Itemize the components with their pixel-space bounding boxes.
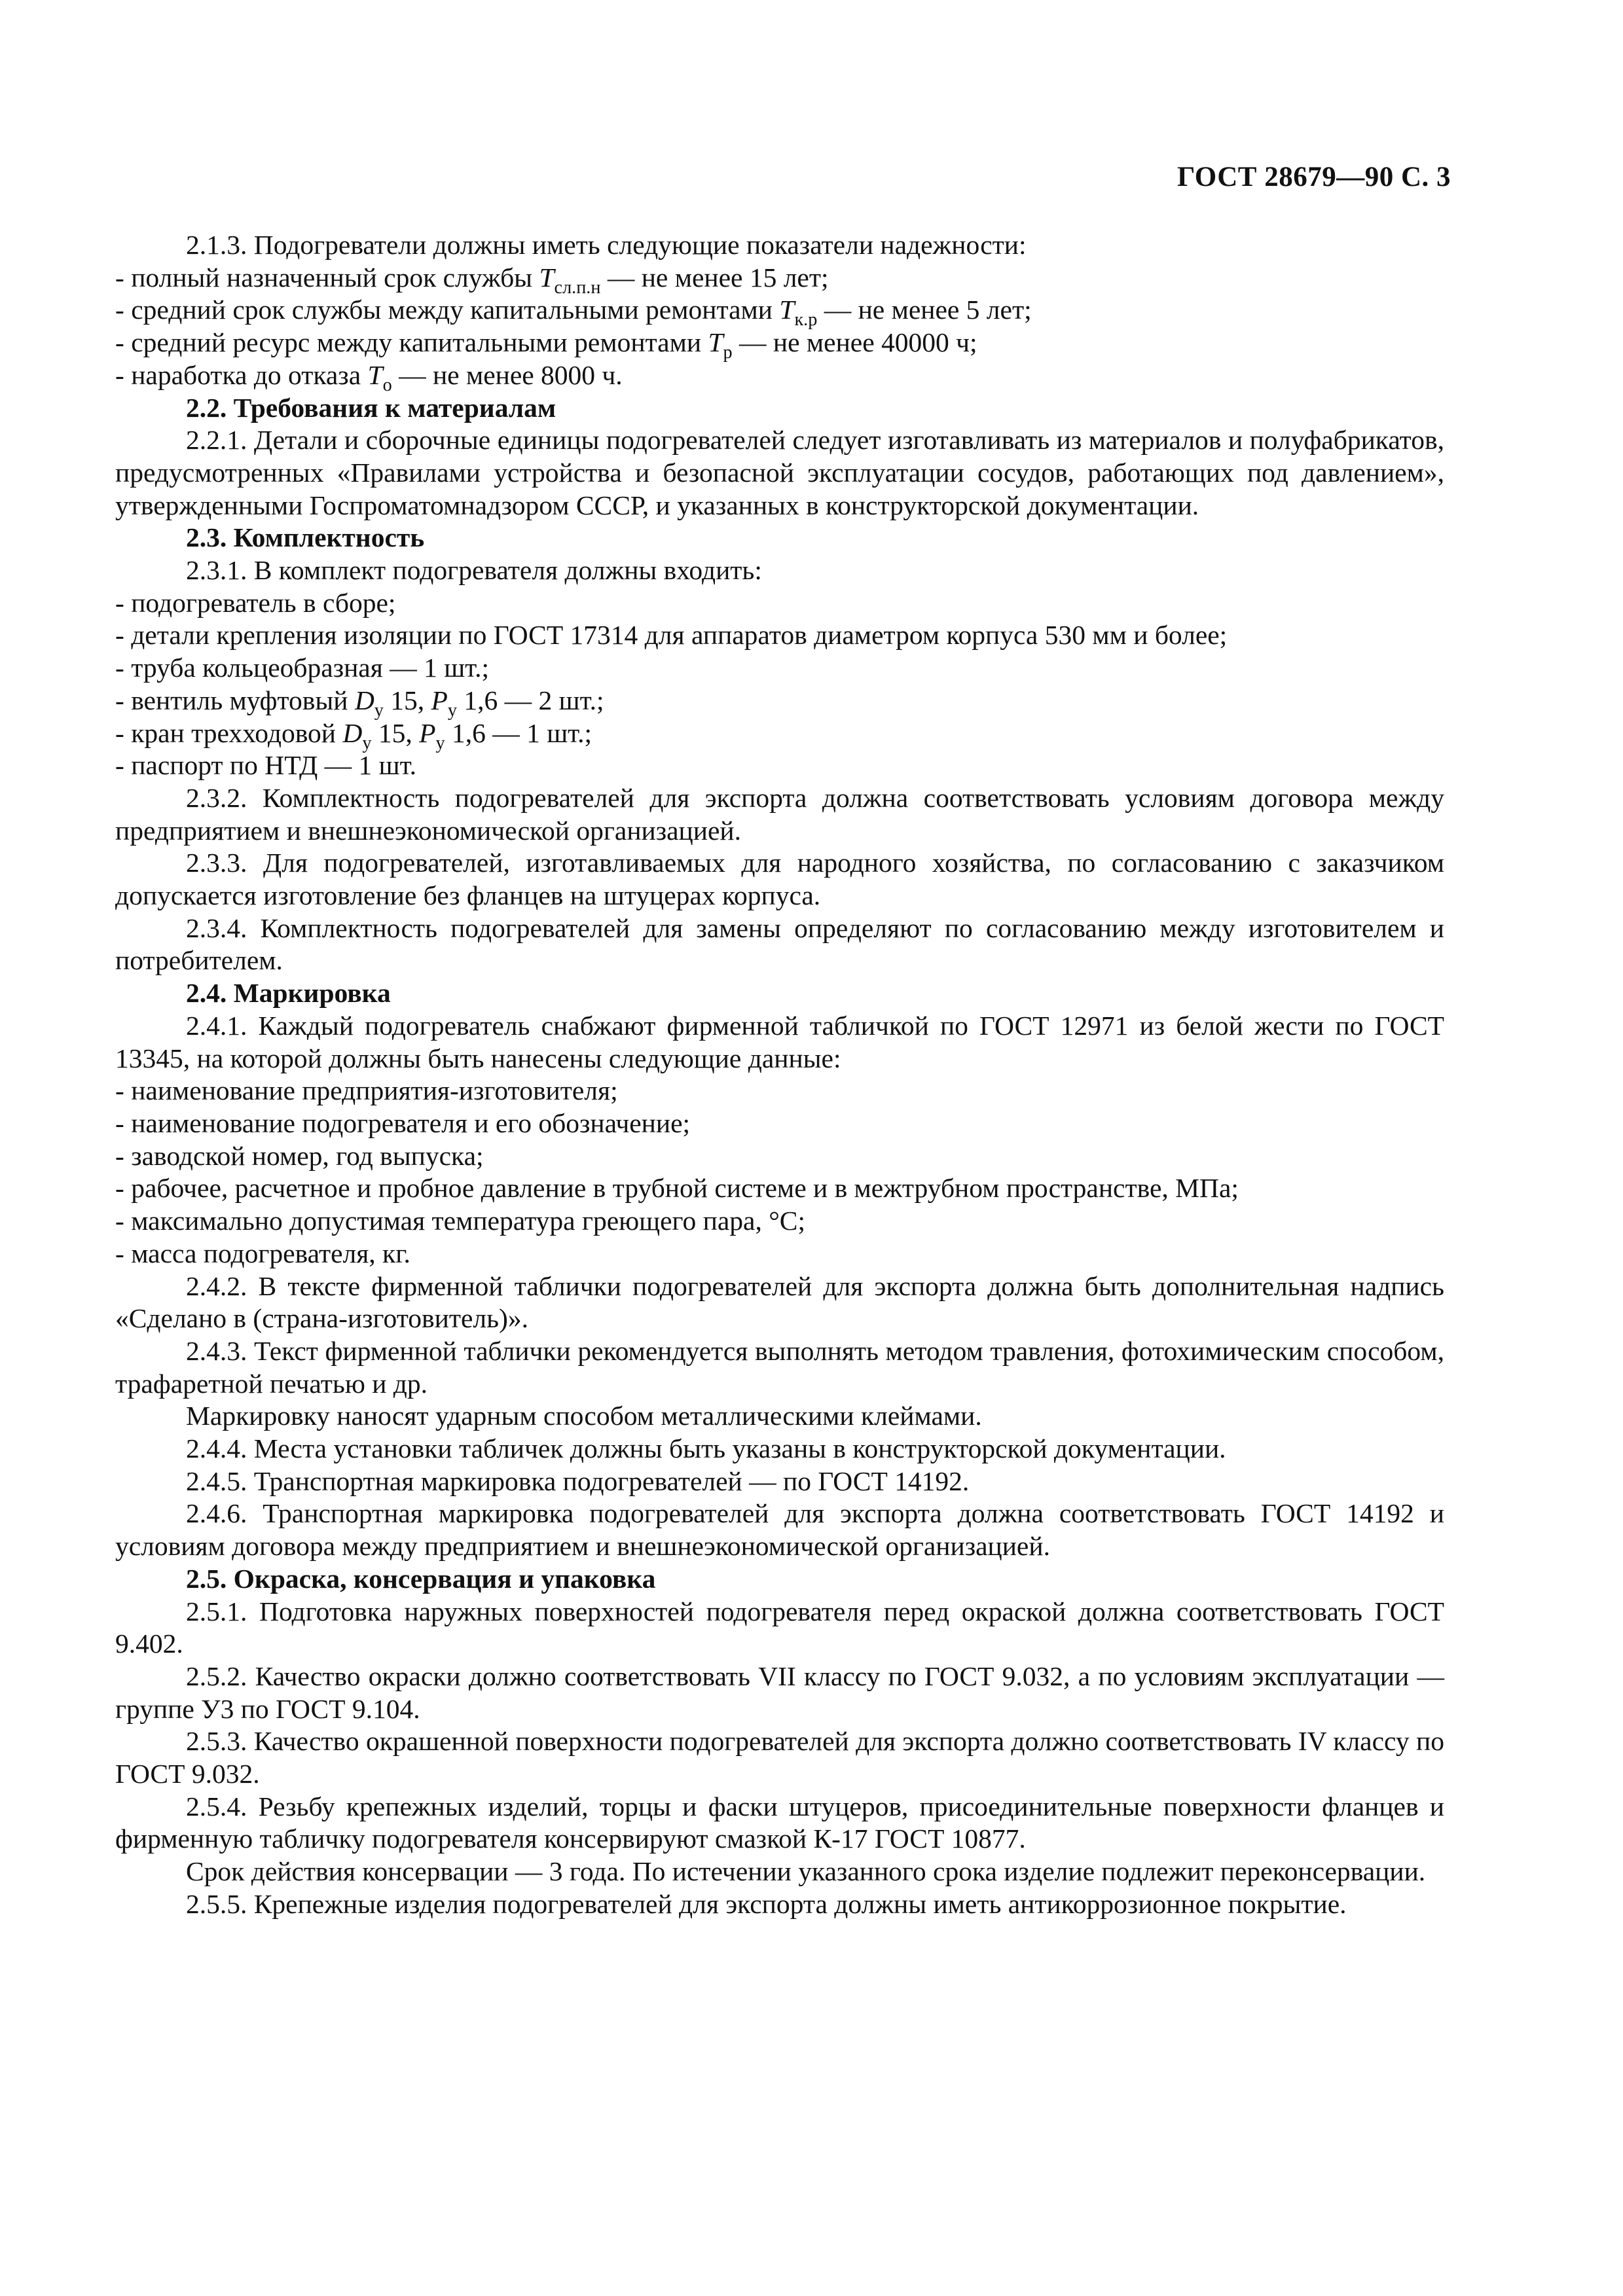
- symbol-subscript: у: [374, 700, 384, 721]
- page-header: ГОСТ 28679—90 С. 3: [1176, 162, 1451, 192]
- symbol-subscript: у: [435, 732, 445, 753]
- reliability-item-1: [115, 262, 1444, 298]
- clause-2-5-4: 2.5.4. Резьбу крепежных изделий, торцы и фаски штуцеров, присоединительные поверхности фланцев и фирменную табличку подогревателя консервируют смазкой К-17 ГОСТ 10877.: [115, 1791, 1444, 1854]
- reliability-item-1-text: - полный назначенный срок службы: [115, 262, 539, 293]
- clause-2-4-3: 2.4.3. Текст фирменной таблички рекомендуется выполнять методом травления, фотохимическим способом, трафаретной печатью и др.: [115, 1335, 1444, 1399]
- symbol-subscript: р: [723, 342, 733, 363]
- symbol-subscript: у: [447, 700, 457, 721]
- section-heading-2-3: 2.3. Комплектность: [186, 522, 425, 553]
- kit-item-valve: [115, 685, 1444, 721]
- symbol-t: T: [708, 327, 723, 358]
- clause-2-5-5: 2.5.5. Крепежные изделия подогревателей для экспорта должны иметь антикоррозионное покрытие.: [186, 1888, 1347, 1919]
- clause-2-2-1: 2.2.1. Детали и сборочные единицы подогревателей следует изготавливать из материалов и полуфабрикатов, предусмотренных «Правилами устройства и безопасной эксплуатации сосудов, работающих под давлением», утвержденными Госпроматомнадзором СССР, и указанных в конструкторской документации.: [115, 425, 1444, 520]
- clause-2-3-1: 2.3.1. В комплект подогревателя должны входить:: [186, 555, 762, 586]
- reliability-item-1-value: — не менее 15 лет;: [600, 262, 829, 293]
- marking-item: - наименование предприятия-изготовителя;: [115, 1075, 618, 1106]
- symbol-d: D: [354, 685, 374, 715]
- kit-item-tap-end: 1,6 — 1 шт.;: [445, 717, 593, 748]
- clause-2-4-3-note: Маркировку наносят ударным способом металлическими клеймами.: [186, 1401, 982, 1431]
- symbol-p: P: [419, 717, 436, 748]
- document-body: [115, 229, 1444, 1921]
- clause-2-5-1: 2.5.1. Подготовка наружных поверхностей подогревателя перед окраской должна соответствовать ГОСТ 9.402.: [115, 1596, 1444, 1659]
- kit-item-tap: [115, 717, 1444, 753]
- reliability-item-4-value: — не менее 8000 ч.: [392, 359, 623, 390]
- kit-item: - детали крепления изоляции по ГОСТ 17314 для аппаратов диаметром корпуса 530 мм и более;: [115, 620, 1228, 651]
- kit-item: - паспорт по НТД — 1 шт.: [115, 750, 416, 781]
- clause-2-5-3: 2.5.3. Качество окрашенной поверхности подогревателей для экспорта должно соответствовать IV классу по ГОСТ 9.032.: [115, 1726, 1444, 1789]
- section-heading-2-2: 2.2. Требования к материалам: [186, 392, 556, 423]
- clause-2-5-2: 2.5.2. Качество окраски должно соответствовать VII классу по ГОСТ 9.032, а по условиям эксплуатации — группе У3 по ГОСТ 9.104.: [115, 1660, 1444, 1724]
- kit-item-valve-end: 1,6 — 2 шт.;: [457, 685, 604, 715]
- clause-2-4-5: 2.4.5. Транспортная маркировка подогревателей — по ГОСТ 14192.: [186, 1465, 970, 1496]
- clause-2-3-4: 2.3.4. Комплектность подогревателей для замены определяют по согласованию между изготовителем и потребителем.: [115, 912, 1444, 976]
- symbol-subscript: у: [362, 732, 372, 753]
- clause-2-1-3: 2.1.3. Подогреватели должны иметь следующие показатели надежности:: [186, 230, 1027, 260]
- reliability-item-2-value: — не менее 5 лет;: [817, 295, 1032, 325]
- kit-item-tap-mid: 15,: [371, 717, 420, 748]
- reliability-item-3-text: - средний ресурс между капитальными ремонтами: [115, 327, 708, 358]
- reliability-item-2-text: - средний срок службы между капитальными ремонтами: [115, 295, 780, 325]
- clause-2-4-1: 2.4.1. Каждый подогреватель снабжают фирменной табличкой по ГОСТ 12971 из белой жести по ГОСТ 13345, на которой должны быть нанесены следующие данные:: [115, 1010, 1444, 1073]
- symbol-d: D: [342, 717, 363, 748]
- section-heading-2-4: 2.4. Маркировка: [186, 978, 391, 1009]
- clause-2-3-3: 2.3.3. Для подогревателей, изготавливаемых для народного хозяйства, по согласованию с заказчиком допускается изготовление без фланцев на штуцерах корпуса.: [115, 848, 1444, 911]
- clause-2-3-2: 2.3.2. Комплектность подогревателей для экспорта должна соответствовать условиям договора между предприятием и внешнеэкономической организацией.: [115, 782, 1444, 846]
- clause-2-4-6: 2.4.6. Транспортная маркировка подогревателей для экспорта должна соответствовать ГОСТ 14192 и условиям договора между предприятием и внешнеэкономической организацией.: [115, 1498, 1444, 1562]
- marking-item: - наименование подогревателя и его обозначение;: [115, 1107, 691, 1138]
- reliability-item-4: [115, 359, 1444, 395]
- marking-item: - масса подогревателя, кг.: [115, 1238, 410, 1268]
- kit-item: - подогреватель в сборе;: [115, 587, 396, 618]
- kit-item-tap-text: - кран трехходовой: [115, 717, 343, 748]
- symbol-t: T: [367, 359, 383, 390]
- reliability-item-4-text: - наработка до отказа: [115, 359, 368, 390]
- marking-item: - максимально допустимая температура греющего пара, °С;: [115, 1206, 805, 1236]
- marking-item: - заводской номер, год выпуска;: [115, 1140, 484, 1171]
- reliability-item-2: [115, 294, 1444, 331]
- symbol-p: P: [431, 685, 448, 715]
- kit-item-valve-mid: 15,: [383, 685, 431, 715]
- symbol-subscript: к.р: [794, 310, 818, 331]
- section-heading-2-5: 2.5. Окраска, консервация и упаковка: [186, 1563, 656, 1594]
- reliability-item-3: [115, 327, 1444, 363]
- reliability-item-3-value: — не менее 40000 ч;: [732, 327, 977, 358]
- symbol-subscript: сл.п.н: [554, 277, 601, 298]
- kit-item: - труба кольцеобразная — 1 шт.;: [115, 653, 490, 683]
- clause-2-5-4-note: Срок действия консервации — 3 года. По истечении указанного срока изделие подлежит переконсервации.: [186, 1856, 1426, 1887]
- symbol-t: T: [539, 262, 555, 293]
- symbol-subscript: о: [382, 374, 392, 395]
- symbol-t: T: [779, 295, 795, 325]
- clause-2-4-2: 2.4.2. В тексте фирменной таблички подогревателей для экспорта должна быть дополнительная надпись «Сделано в (страна-изготовитель)».: [115, 1270, 1444, 1334]
- kit-item-valve-text: - вентиль муфтовый: [115, 685, 355, 715]
- marking-item: - рабочее, расчетное и пробное давление в трубной системе и в межтрубном пространстве, МПа;: [115, 1173, 1239, 1204]
- clause-2-4-4: 2.4.4. Места установки табличек должны быть указаны в конструкторской документации.: [186, 1433, 1226, 1464]
